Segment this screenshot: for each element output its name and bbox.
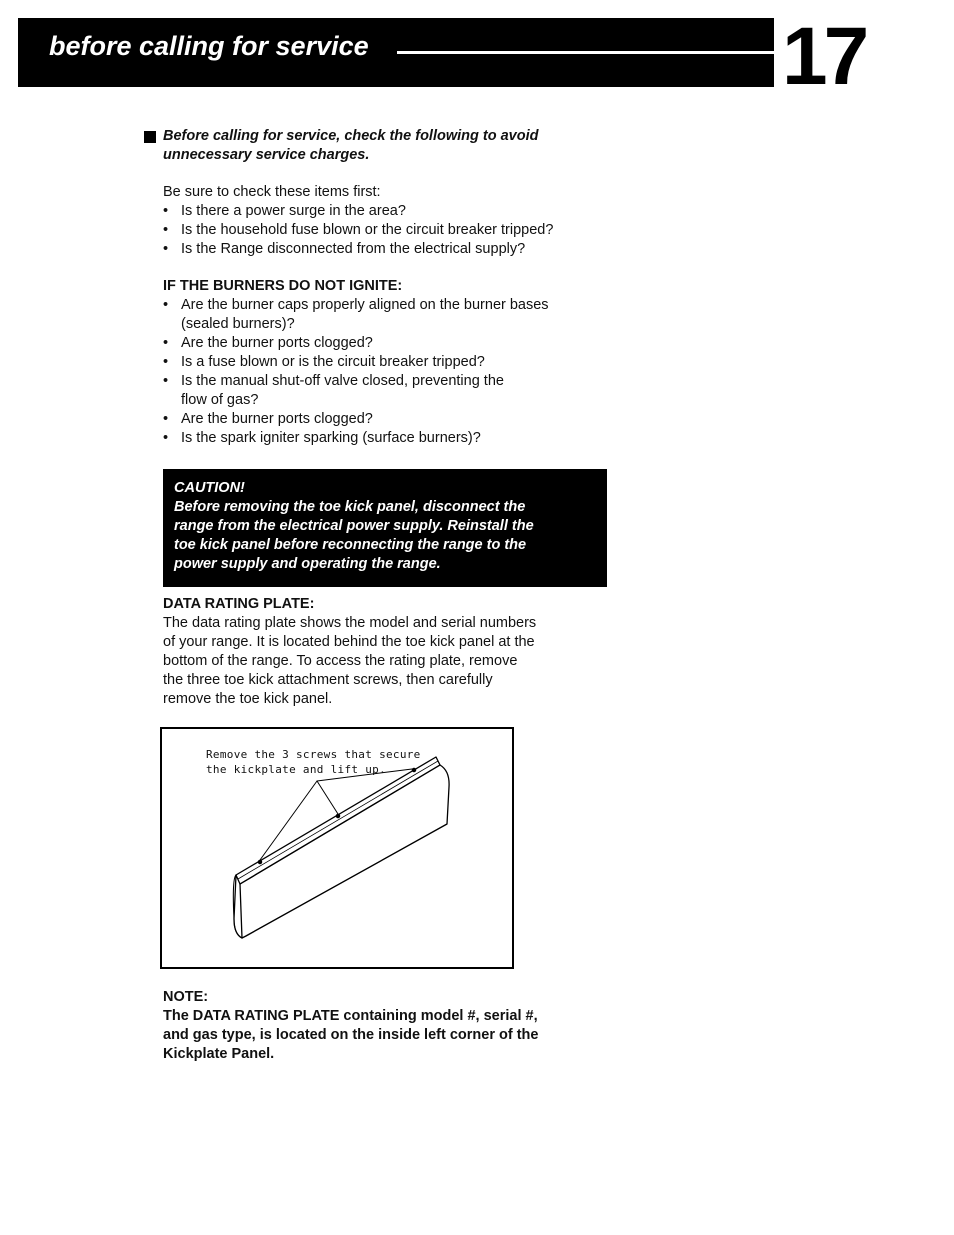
note-section <box>163 988 593 1064</box>
list-item-line: • Is a fuse blown or is the circuit breaker tripped? <box>181 354 485 370</box>
list-item-line: • Is the spark igniter sparking (surface burners)? <box>181 430 481 446</box>
list-item <box>163 429 623 448</box>
list-item-line: flow of gas? <box>181 392 259 408</box>
list-item <box>163 296 623 334</box>
callout-line: Remove the 3 screws that secure <box>206 748 421 761</box>
check-first-list <box>163 202 623 259</box>
burners-heading: IF THE BURNERS DO NOT IGNITE: <box>163 278 403 294</box>
list-item-line: • Are the burner ports clogged? <box>181 335 373 351</box>
caution-line: toe kick panel before reconnecting the range to the <box>174 537 527 553</box>
intro-text <box>163 127 623 165</box>
rating-plate-line: remove the toe kick panel. <box>163 691 333 707</box>
list-item: • Is the household fuse blown or the circuit breaker tripped? <box>163 221 623 240</box>
main-content <box>163 127 623 448</box>
list-item-line: (sealed burners)? <box>181 316 295 332</box>
rating-plate-line: bottom of the range. To access the rating plate, remove <box>163 653 518 669</box>
list-item-line: • Is the manual shut-off valve closed, preventing the <box>181 373 504 389</box>
note-line: NOTE: <box>163 989 209 1005</box>
rating-plate-line: The data rating plate shows the model and serial numbers <box>163 615 537 631</box>
list-item-line: • Are the burner ports clogged? <box>181 411 373 427</box>
caution-box <box>163 469 607 587</box>
rating-plate-heading: DATA RATING PLATE: <box>163 596 315 612</box>
caution-line: range from the electrical power supply. Reinstall the <box>174 518 534 534</box>
page-number: 17 <box>782 11 866 102</box>
check-first-heading: Be sure to check these items first: <box>163 184 381 200</box>
callout-line: the kickplate and lift up. <box>206 763 386 776</box>
rating-plate-line: of your range. It is located behind the toe kick panel at the <box>163 634 535 650</box>
header-rule <box>397 51 774 54</box>
note-line: The DATA RATING PLATE containing model #, serial #, <box>163 1008 538 1024</box>
intro-line: unnecessary service charges. <box>163 147 370 163</box>
list-item: • Is the Range disconnected from the electrical supply? <box>163 240 623 259</box>
caution-line: Before removing the toe kick panel, disconnect the <box>174 499 526 515</box>
caution-text <box>174 479 594 574</box>
note-line: and gas type, is located on the inside left corner of the <box>163 1027 539 1043</box>
kickplate-figure <box>160 727 514 969</box>
list-item: • Is there a power surge in the area? <box>163 202 623 221</box>
list-item <box>163 353 623 372</box>
note-line: Kickplate Panel. <box>163 1046 275 1062</box>
list-item <box>163 410 623 429</box>
square-bullet-icon <box>144 131 156 143</box>
rating-plate-section <box>163 595 583 709</box>
intro-line: Before calling for service, check the following to avoid <box>163 128 539 144</box>
list-item <box>163 334 623 353</box>
page-title: before calling for service <box>49 31 369 61</box>
list-item-line: • Are the burner caps properly aligned on the burner bases <box>181 297 549 313</box>
caution-line: CAUTION! <box>174 480 245 496</box>
figure-callout <box>206 747 421 777</box>
caution-line: power supply and operating the range. <box>174 556 441 572</box>
burners-list <box>163 296 623 448</box>
list-item <box>163 372 623 410</box>
rating-plate-line: the three toe kick attachment screws, then carefully <box>163 672 493 688</box>
